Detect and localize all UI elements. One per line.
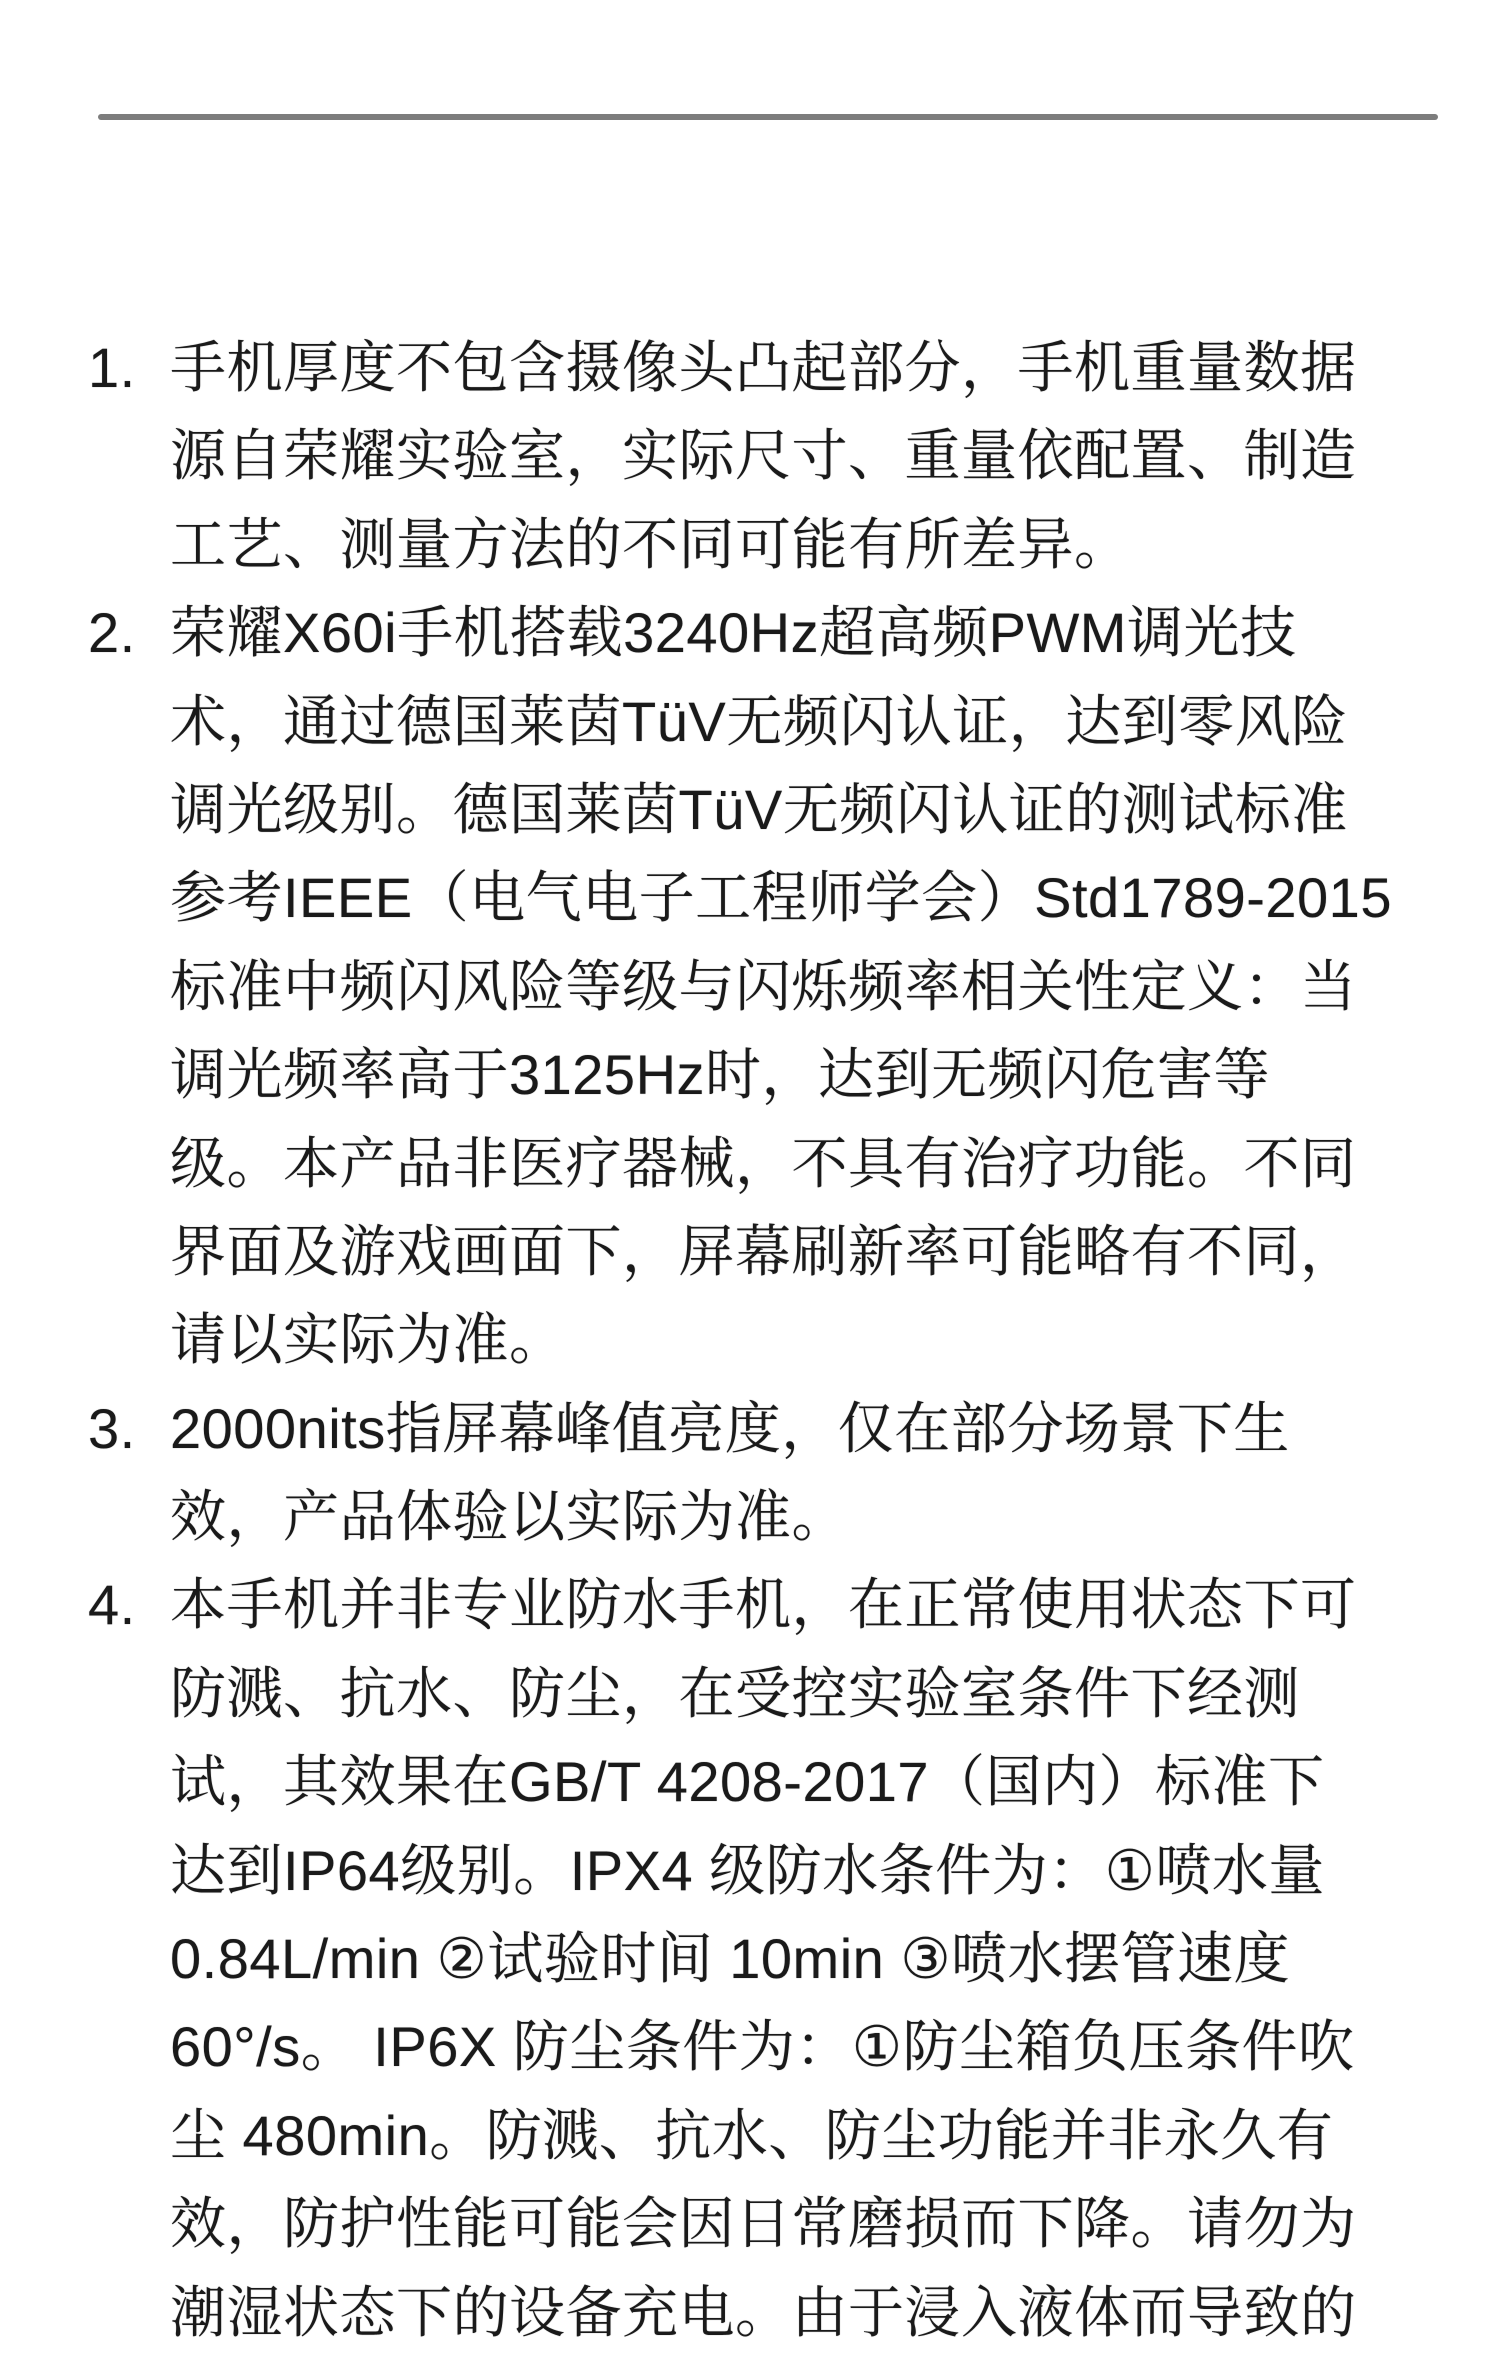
note-line: 术，通过德国莱茵TüV无频闪认证，达到零风险 — [170, 689, 1348, 753]
note-line: 60°/s。 IP6X 防尘条件为：①防尘箱负压条件吹 — [170, 2015, 1355, 2079]
note-line: 调光频率高于3125Hz时，达到无频闪危害等 — [170, 1043, 1271, 1107]
list-item-number: 1. — [88, 336, 136, 399]
list-item — [0, 589, 1500, 1385]
note-line: 调光级别。德国莱茵TüV无频闪认证的测试标准 — [170, 777, 1348, 841]
note-line: 防溅、抗水、防尘，在受控实验室条件下经测 — [170, 1661, 1300, 1725]
note-line: 工艺、测量方法的不同可能有所差异。 — [170, 512, 1131, 576]
note-line: 源自荣耀实验室，实际尺寸、重量依配置、制造 — [170, 424, 1357, 488]
list-item-number: 4. — [88, 1573, 136, 1637]
note-line: 试，其效果在GB/T 4208-2017（国内）标准下 — [170, 1750, 1325, 1814]
note-line: 潮湿状态下的设备充电。由于浸入液体而导致的 — [170, 2280, 1357, 2344]
note-line: 手机厚度不包含摄像头凸起部分，手机重量数据 — [170, 336, 1357, 399]
section-divider — [98, 114, 1438, 120]
note-line: 0.84L/min ②试验时间 10min ③喷水摆管速度 — [170, 1927, 1291, 1991]
list-item-number: 2. — [88, 601, 136, 665]
note-line: 2000nits指屏幕峰值亮度，仅在部分场景下生 — [170, 1396, 1290, 1460]
footnotes-list — [0, 324, 1500, 2357]
note-line: 标准中频闪风险等级与闪烁频率相关性定义：当 — [170, 954, 1357, 1018]
note-line: 请以实际为准。 — [170, 1308, 566, 1372]
note-line: 本手机并非专业防水手机，在正常使用状态下可 — [170, 1573, 1357, 1637]
list-item — [0, 1561, 1500, 2357]
note-line: 效，防护性能可能会因日常磨损而下降。请勿为 — [170, 2192, 1357, 2256]
note-line: 界面及游戏画面下，屏幕刷新率可能略有不同， — [170, 1219, 1357, 1283]
note-line: 级。本产品非医疗器械，不具有治疗功能。不同 — [170, 1131, 1357, 1195]
list-item-number: 3. — [88, 1396, 136, 1460]
note-line: 荣耀X60i手机搭载3240Hz超高频PWM调光技 — [170, 601, 1297, 665]
note-line: 参考IEEE（电气电子工程师学会）Std1789-2015 — [170, 866, 1392, 930]
list-item — [0, 1385, 1500, 1562]
note-line: 尘 480min。防溅、抗水、防尘功能并非永久有 — [170, 2103, 1334, 2167]
note-line: 达到IP64级别。IPX4 级防水条件为：①喷水量 — [170, 1838, 1325, 1902]
note-line: 效，产品体验以实际为准。 — [170, 1485, 848, 1549]
list-item — [0, 324, 1500, 589]
